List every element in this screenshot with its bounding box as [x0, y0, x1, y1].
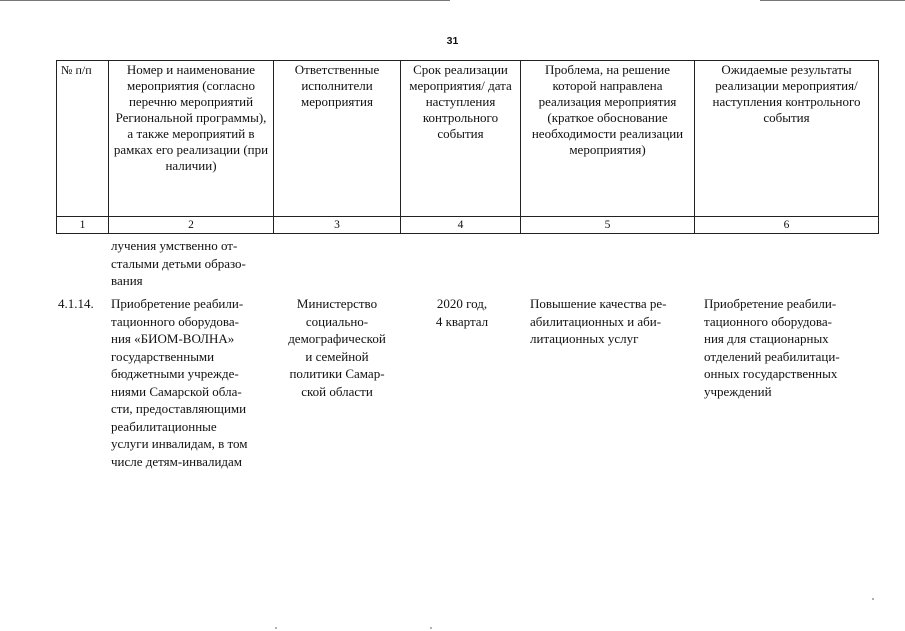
column-header-problem: Проблема, на решение которой направлена реализация мероприятия (краткое обоснование необходимости реализации мероприятия) — [521, 61, 695, 217]
row-executor: Министерство социально- демографической и семейной политики Самар- ской области — [288, 296, 386, 399]
table-header — [56, 60, 879, 234]
scan-speck — [430, 627, 432, 629]
header-row — [57, 61, 879, 217]
column-header-name: Номер и наименование мероприятия (согласно перечню мероприятий Региональной программы), а также мероприятий в рамках его реализации (при наличии) — [109, 61, 274, 217]
row-name: Приобретение реабили- тационного оборудова- ния «БИОМ-ВОЛНА» государственными бюджетными учрежде- ниями Самарской обла- сти, предоставляющими реабилитационные услуги инвалидам, в том числе детям-инвалидам — [111, 296, 248, 469]
top-edge-line-right — [760, 0, 905, 1]
column-number-4: 4 — [401, 217, 521, 234]
column-number-6: 6 — [695, 217, 879, 234]
continuation-text: лучения умственно от- сталыми детьми образо- вания — [111, 238, 246, 288]
row-problem: Повышение качества ре- абилитационных и аби- литационных услуг — [530, 296, 667, 346]
scan-speck — [275, 627, 277, 629]
scan-speck — [872, 598, 874, 600]
column-header-number: № п/п — [57, 61, 109, 217]
column-number-5: 5 — [521, 217, 695, 234]
column-number-row — [57, 217, 879, 234]
column-number-3: 3 — [274, 217, 401, 234]
row-number: 4.1.14. — [58, 296, 94, 311]
column-number-2: 2 — [109, 217, 274, 234]
page-number: 31 — [446, 35, 459, 47]
row-result: Приобретение реабили- тационного оборудова- ния для стационарных отделений реабилитаци- онных государственных учреждений — [704, 296, 840, 399]
row-term: 2020 год, 4 квартал — [435, 296, 489, 329]
column-header-executor: Ответственные исполнители мероприятия — [274, 61, 401, 217]
column-header-term: Срок реализации мероприятия/ дата наступления контрольного события — [401, 61, 521, 217]
column-header-result: Ожидаемые результаты реализации мероприятия/ наступления контрольного события — [695, 61, 879, 217]
top-edge-line-left — [0, 0, 450, 1]
column-number-1: 1 — [57, 217, 109, 234]
